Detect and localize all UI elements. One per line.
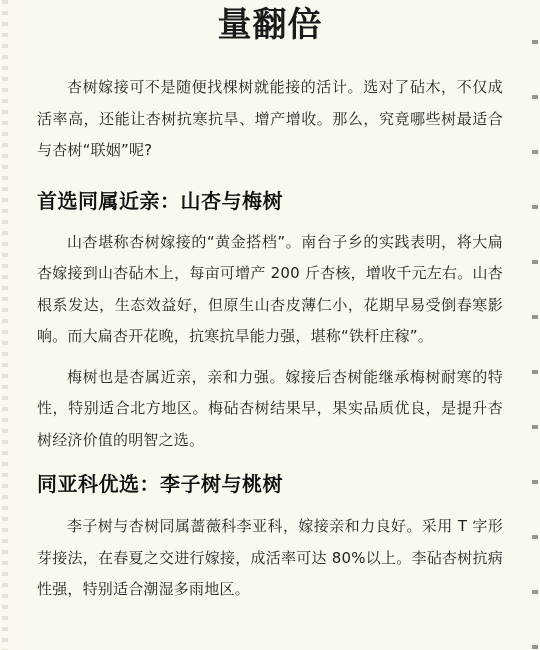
- intro-paragraph: 杏树嫁接可不是随便找棵树就能接的活计。选对了砧木，不仅成活率高，还能让杏树抗寒抗旱、增产增收。那么，究竟哪些树最适合与杏树“联姻”呢?: [37, 78, 503, 159]
- section-heading-plum-peach: 同亚科优选：李子树与桃树: [37, 472, 283, 496]
- article-body: [37, 0, 503, 606]
- paragraph-plum-tree: 梅树也是杏属近亲，亲和力强。嫁接后杏树能继承梅树耐寒的特性，特别适合北方地区。梅砧杏树结果早，果实品质优良，是提升杏树经济价值的明智之选。: [37, 367, 503, 449]
- paragraph-plum-rootstock: 李子树与杏树同属蔷薇科李亚科，嫁接亲和力良好。采用 T 字形芽接法，在春夏之交进行嫁接，成活率可达 80%以上。李砧杏树抗病性强，特别适合潮湿多雨地区。: [37, 517, 503, 598]
- article-title: 量翻倍: [217, 5, 323, 45]
- paragraph-wild-apricot: 山杏堪称杏树嫁接的“黄金搭档”。南台子乡的实践表明，将大扁杏嫁接到山杏砧木上，每亩可增产 200 斤杏核，增收千元左右。山杏根系发达，生态效益好，但原生山杏皮薄仁小，花期早易受倒春寒影响。而大扁杏开花晚，抗寒抗旱能力强，堪称“铁杆庄稼”。: [37, 232, 503, 345]
- left-decorative-border: [2, 0, 8, 650]
- section-heading-apricot-plum: 首选同属近亲：山杏与梅树: [37, 188, 283, 213]
- right-decorative-border: [532, 0, 538, 650]
